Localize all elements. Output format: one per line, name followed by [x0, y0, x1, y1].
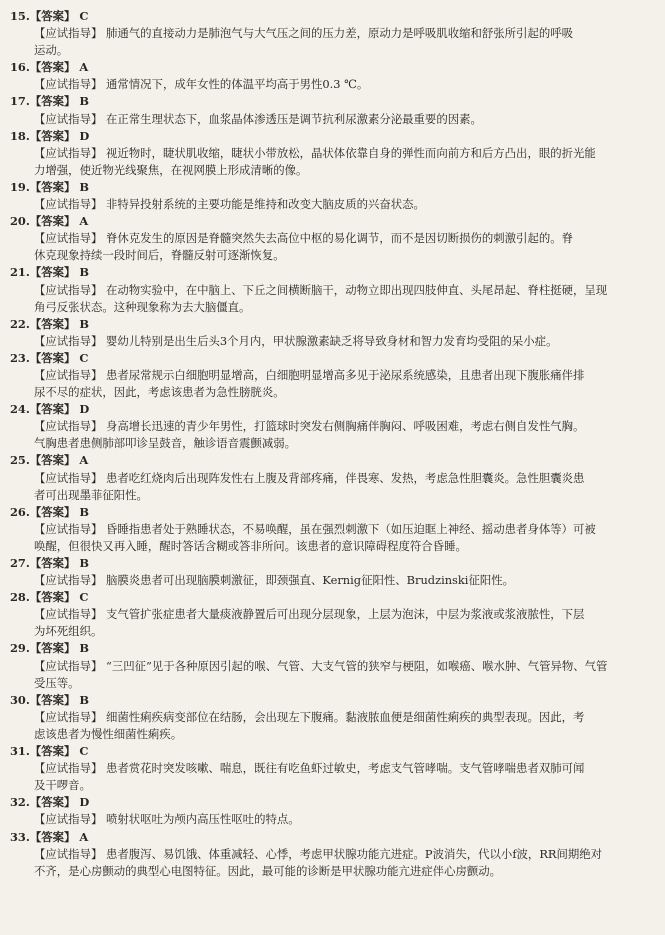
answer-item: [10, 743, 647, 794]
guide-text: 肺通气的直接动力是肺泡气与大气压之间的压力差，原动力是呼吸肌收缩和舒张所引起的呼吸: [105, 26, 574, 41]
answer-item: [10, 213, 647, 264]
answer-item: [10, 452, 647, 503]
answer-item: [10, 640, 647, 691]
guide-line: [10, 606, 647, 623]
answer-value: B: [79, 94, 90, 109]
guide-label: 【应试指导】: [34, 231, 103, 246]
answer-label: 【答案】: [29, 453, 76, 468]
answer-line: [10, 213, 647, 230]
guide-text: 患者赏花时突发咳嗽、喘息，既往有吃鱼虾过敏史，考虑支气管哮喘。支气管哮喘患者双肺可闻: [105, 761, 585, 776]
answer-value: B: [79, 641, 90, 656]
guide-continuation: [10, 487, 647, 504]
guide-continuation: [10, 726, 647, 743]
answer-label: 【答案】: [29, 350, 76, 365]
answer-label: 【答案】: [29, 9, 76, 23]
guide-line: [10, 418, 647, 435]
guide-line: [10, 111, 647, 128]
guide-text: “三凹征”见于各种原因引起的喉、气管、大支气管的狭窄与梗阻，如喉癌、喉水肿、气管异物、气管: [105, 658, 608, 673]
answer-line: [10, 8, 647, 25]
question-number: 26.: [10, 504, 30, 519]
guide-label: 【应试指导】: [34, 761, 103, 776]
guide-text: 脊休克发生的原因是脊髓突然失去高位中枢的易化调节，而不是因切断损伤的刺激引起的。脊: [105, 231, 574, 246]
question-number: 25.: [10, 453, 30, 468]
answer-value: A: [79, 60, 89, 75]
answer-value: C: [79, 9, 89, 23]
question-number: 20.: [10, 214, 30, 229]
answer-value: B: [79, 556, 90, 570]
answer-label: 【答案】: [29, 60, 76, 75]
answer-label: 【答案】: [29, 829, 76, 844]
guide-text: 及干啰音。: [34, 778, 91, 793]
answer-item: [10, 829, 647, 880]
guide-line: [10, 76, 647, 93]
answer-line: [10, 504, 647, 521]
answer-line: [10, 589, 647, 606]
guide-label: 【应试指导】: [34, 658, 103, 673]
answer-line: [10, 316, 647, 333]
answer-value: B: [79, 265, 90, 280]
guide-label: 【应试指导】: [34, 709, 103, 724]
guide-label: 【应试指导】: [34, 573, 103, 588]
guide-line: [10, 572, 647, 589]
answer-label: 【答案】: [29, 744, 76, 759]
answer-value: A: [79, 829, 89, 844]
answer-line: [10, 794, 647, 811]
answer-label: 【答案】: [29, 641, 76, 656]
guide-line: [10, 367, 647, 384]
answer-item: [10, 8, 647, 59]
guide-text: 为坏死组织。: [34, 624, 103, 639]
answer-item: [10, 59, 647, 93]
guide-label: 【应试指导】: [34, 607, 103, 622]
answer-value: D: [79, 128, 90, 143]
answer-line: [10, 59, 647, 76]
answer-item: [10, 504, 647, 555]
answer-line: [10, 350, 647, 367]
answer-item: [10, 555, 647, 589]
guide-continuation: [10, 299, 647, 316]
question-number: 17.: [10, 94, 30, 109]
answer-line: [10, 452, 647, 469]
question-number: 30.: [10, 692, 30, 707]
guide-text: 不齐，是心房颤动的典型心电图特征。因此，最可能的诊断是甲状腺功能亢进症伴心房颤动。: [34, 863, 502, 878]
guide-continuation: [10, 435, 647, 452]
guide-label: 【应试指导】: [34, 77, 103, 92]
guide-text: 气胸患者患侧肺部叩诊呈鼓音，触诊语音震颤减弱。: [34, 436, 296, 451]
question-number: 28.: [10, 590, 30, 605]
guide-label: 【应试指导】: [34, 282, 103, 297]
answer-item: [10, 350, 647, 401]
guide-text: 在动物实验中，在中脑上、下丘之间横断脑干，动物立即出现四肢伸直、头尾昂起、脊柱挺硬，呈现: [105, 282, 608, 297]
guide-text: 力增强，使近物光线聚焦，在视网膜上形成清晰的像。: [34, 162, 308, 177]
answer-value: B: [79, 179, 90, 194]
answer-value: C: [79, 590, 89, 605]
answer-value: B: [79, 692, 90, 707]
question-number: 31.: [10, 744, 30, 759]
answer-label: 【答案】: [29, 179, 76, 194]
guide-continuation: [10, 777, 647, 794]
guide-line: [10, 282, 647, 299]
question-number: 24.: [10, 402, 30, 417]
guide-continuation: [10, 247, 647, 264]
guide-text: 角弓反张状态。这种现象称为去大脑僵直。: [34, 299, 251, 314]
guide-continuation: [10, 863, 647, 880]
answer-line: [10, 555, 647, 572]
guide-text: 虑该患者为慢性细菌性痢疾。: [34, 726, 183, 741]
guide-text: 休克现象持续一段时间后，脊髓反射可逐渐恢复。: [34, 248, 285, 263]
guide-text: 运动。: [34, 43, 69, 58]
guide-line: [10, 230, 647, 247]
guide-line: [10, 760, 647, 777]
question-number: 15.: [10, 9, 30, 23]
question-number: 22.: [10, 316, 30, 331]
answer-item: [10, 93, 647, 127]
answer-item: [10, 316, 647, 350]
answer-line: [10, 401, 647, 418]
answer-label: 【答案】: [29, 556, 76, 570]
guide-line: [10, 521, 647, 538]
guide-continuation: [10, 162, 647, 179]
guide-continuation: [10, 538, 647, 555]
guide-label: 【应试指导】: [34, 145, 103, 160]
answer-value: B: [79, 316, 90, 331]
guide-line: [10, 811, 647, 828]
answer-value: D: [79, 402, 90, 417]
question-number: 19.: [10, 179, 30, 194]
answer-item: [10, 794, 647, 828]
guide-continuation: [10, 623, 647, 640]
question-number: 33.: [10, 829, 30, 844]
answer-item: [10, 264, 647, 315]
guide-line: [10, 25, 647, 42]
answer-label: 【答案】: [29, 214, 76, 229]
guide-text: 患者腹泻、易饥饿、体重减轻、心悸，考虑甲状腺功能亢进症。P波消失，代以小f波，RR间期绝对: [105, 846, 603, 861]
answer-line: [10, 829, 647, 846]
guide-label: 【应试指导】: [34, 470, 103, 485]
guide-text: 者可出现墨菲征阳性。: [34, 487, 148, 502]
guide-text: 在正常生理状态下，血浆晶体渗透压是调节抗利尿激素分泌最重要的因素。: [105, 111, 482, 126]
question-number: 29.: [10, 641, 30, 656]
guide-label: 【应试指导】: [34, 26, 103, 41]
answer-label: 【答案】: [29, 265, 76, 280]
guide-line: [10, 709, 647, 726]
guide-text: 通常情况下，成年女性的体温平均高于男性0.3 ℃。: [105, 77, 369, 92]
answer-value: B: [79, 504, 90, 519]
guide-continuation: [10, 675, 647, 692]
guide-line: [10, 470, 647, 487]
guide-continuation: [10, 384, 647, 401]
answer-item: [10, 128, 647, 179]
guide-text: 脑膜炎患者可出现脑膜刺激征，即颈强直、Kernig征阳性、Brudzinski征阳性。: [105, 573, 515, 588]
answer-line: [10, 743, 647, 760]
guide-label: 【应试指导】: [34, 419, 103, 434]
guide-text: 受压等。: [34, 675, 80, 690]
guide-text: 喷射状呕吐为颅内高压性呕吐的特点。: [105, 812, 300, 827]
guide-label: 【应试指导】: [34, 333, 103, 348]
answer-line: [10, 692, 647, 709]
answer-line: [10, 128, 647, 145]
answer-value: C: [79, 350, 89, 365]
answer-label: 【答案】: [29, 402, 76, 417]
guide-text: 昏睡指患者处于熟睡状态，不易唤醒，虽在强烈刺激下（如压迫眶上神经、摇动患者身体等）可被: [105, 521, 596, 536]
answer-label: 【答案】: [29, 316, 76, 331]
answer-value: D: [79, 795, 90, 810]
answer-label: 【答案】: [29, 504, 76, 519]
answer-label: 【答案】: [29, 692, 76, 707]
question-number: 27.: [10, 556, 30, 570]
guide-text: 尿不尽的症状，因此，考虑该患者为急性膀胱炎。: [34, 385, 285, 400]
guide-text: 患者尿常规示白细胞明显增高，白细胞明显增高多见于泌尿系统感染，且患者出现下腹胀痛伴排: [105, 367, 585, 382]
question-number: 18.: [10, 128, 30, 143]
guide-label: 【应试指导】: [34, 812, 103, 827]
guide-line: [10, 846, 647, 863]
guide-text: 身高增长迅速的青少年男性，打篮球时突发右侧胸痛伴胸闷、呼吸困难，考虑右侧自发性气胸。: [105, 419, 585, 434]
question-number: 16.: [10, 60, 30, 75]
answer-item: [10, 401, 647, 452]
answer-item: [10, 179, 647, 213]
guide-label: 【应试指导】: [34, 111, 103, 126]
answer-line: [10, 179, 647, 196]
question-number: 32.: [10, 795, 30, 810]
answer-value: A: [79, 214, 89, 229]
guide-line: [10, 658, 647, 675]
answer-item: [10, 589, 647, 640]
guide-label: 【应试指导】: [34, 846, 103, 861]
guide-line: [10, 333, 647, 350]
guide-label: 【应试指导】: [34, 197, 103, 212]
guide-text: 细菌性痢疾病变部位在结肠，会出现左下腹痛。黏液脓血便是细菌性痢疾的典型表现。因此，考: [105, 709, 585, 724]
guide-text: 患者吃红烧肉后出现阵发性右上腹及背部疼痛，伴畏寒、发热，考虑急性胆囊炎。急性胆囊炎患: [105, 470, 585, 485]
question-number: 23.: [10, 350, 30, 365]
guide-text: 非特异投射系统的主要功能是维持和改变大脑皮质的兴奋状态。: [105, 197, 425, 212]
guide-line: [10, 145, 647, 162]
answer-value: C: [79, 744, 89, 759]
guide-label: 【应试指导】: [34, 521, 103, 536]
question-number: 21.: [10, 265, 30, 280]
answer-line: [10, 264, 647, 281]
guide-label: 【应试指导】: [34, 367, 103, 382]
answer-line: [10, 93, 647, 110]
answer-label: 【答案】: [29, 590, 76, 605]
answer-item: [10, 692, 647, 743]
answer-label: 【答案】: [29, 795, 76, 810]
guide-line: [10, 196, 647, 213]
answer-label: 【答案】: [29, 94, 76, 109]
guide-text: 视近物时，睫状肌收缩，睫状小带放松，晶状体依靠自身的弹性而向前方和后方凸出，眼的折光能: [105, 145, 596, 160]
guide-text: 唤醒，但很快又再入睡，醒时答话含糊或答非所问。该患者的意识障碍程度符合昏睡。: [34, 538, 467, 553]
answer-label: 【答案】: [29, 128, 76, 143]
guide-text: 婴幼儿特别是出生后头3个月内，甲状腺激素缺乏将导致身材和智力发育均受阻的呆小症。: [105, 333, 558, 348]
guide-text: 支气管扩张症患者大量痰液静置后可出现分层现象，上层为泡沫，中层为浆液或浆液脓性，下层: [105, 607, 585, 622]
answer-value: A: [79, 453, 89, 468]
answer-line: [10, 640, 647, 657]
guide-continuation: [10, 42, 647, 59]
